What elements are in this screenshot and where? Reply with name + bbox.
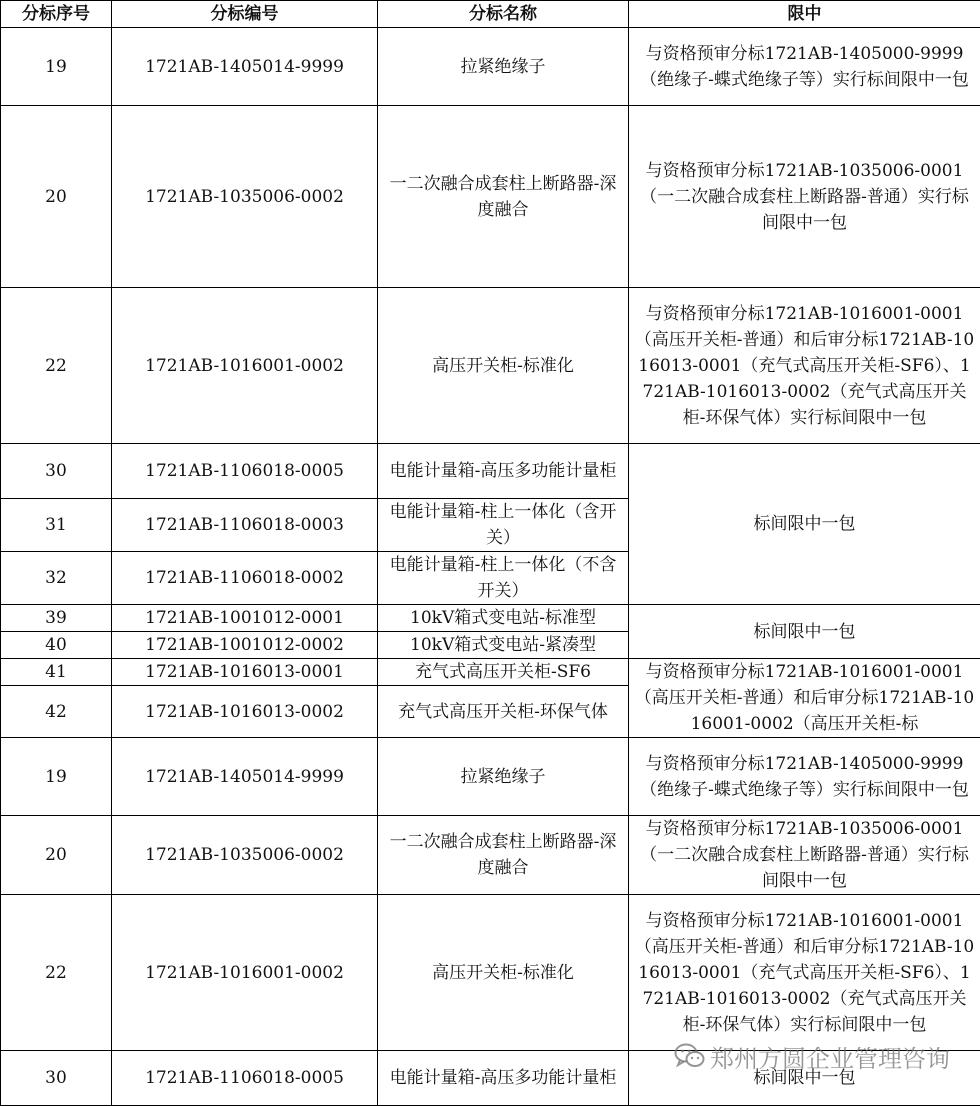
cell-code: 1721AB-1106018-0003 [112,499,378,552]
watermark [674,1040,950,1072]
cell-name: 10kV箱式变电站-紧凑型 [378,632,629,659]
header-name: 分标名称 [378,1,629,28]
cell-code: 1721AB-1001012-0002 [112,632,378,659]
table-row [1,444,980,499]
cell-name: 电能计量箱-高压多功能计量柜 [378,444,629,499]
wechat-icon [674,1041,706,1071]
cell-name: 10kV箱式变电站-标准型 [378,605,629,632]
watermark-text: 郑州方圆企业管理咨询 [710,1039,950,1074]
header-code: 分标编号 [112,1,378,28]
cell-no: 20 [1,816,112,895]
cell-code: 1721AB-1016001-0002 [112,895,378,1051]
cell-limit: 与资格预审分标1721AB-1016001-0001（高压开关柜-普通）和后审分标1721AB-1016001-0002（高压开关柜-标 [629,659,980,738]
cell-name: 电能计量箱-高压多功能计量柜 [378,1051,629,1106]
cell-limit: 与资格预审分标1721AB-1035006-0001（一二次融合成套柱上断路器-普通）实行标间限中一包 [629,106,980,288]
cell-limit: 与资格预审分标1721AB-1016001-0001（高压开关柜-普通）和后审分标1721AB-1016013-0001（充气式高压开关柜-SF6）、1721AB-1016013-0002（充气式高压开关柜-环保气体）实行标间限中一包 [629,288,980,444]
table-row [1,895,980,1051]
cell-limit: 标间限中一包 [629,605,980,659]
cell-code: 1721AB-1016001-0002 [112,288,378,444]
cell-name: 充气式高压开关柜-SF6 [378,659,629,686]
cell-no: 41 [1,659,112,686]
cell-limit: 与资格预审分标1721AB-1405000-9999（绝缘子-蝶式绝缘子等）实行标间限中一包 [629,738,980,816]
cell-name: 电能计量箱-柱上一体化（含开关） [378,499,629,552]
cell-name: 拉紧绝缘子 [378,28,629,106]
cell-limit: 与资格预审分标1721AB-1035006-0001（一二次融合成套柱上断路器-普通）实行标间限中一包 [629,816,980,895]
cell-code: 1721AB-1001012-0001 [112,605,378,632]
cell-no: 19 [1,28,112,106]
cell-limit: 与资格预审分标1721AB-1405000-9999（绝缘子-蝶式绝缘子等）实行标间限中一包 [629,28,980,106]
cell-code: 1721AB-1405014-9999 [112,738,378,816]
cell-code: 1721AB-1405014-9999 [112,28,378,106]
header-limit: 限中 [629,1,980,28]
cell-code: 1721AB-1035006-0002 [112,816,378,895]
header-row [1,1,980,28]
cell-no: 22 [1,895,112,1051]
table-row [1,106,980,288]
table-row [1,816,980,895]
cell-limit: 与资格预审分标1721AB-1016001-0001（高压开关柜-普通）和后审分标1721AB-1016013-0001（充气式高压开关柜-SF6）、1721AB-1016013-0002（充气式高压开关柜-环保气体）实行标间限中一包 [629,895,980,1051]
cell-no: 19 [1,738,112,816]
cell-limit: 标间限中一包 [629,1051,980,1106]
cell-code: 1721AB-1016013-0001 [112,659,378,686]
cell-code: 1721AB-1106018-0005 [112,444,378,499]
cell-name: 高压开关柜-标准化 [378,288,629,444]
cell-code: 1721AB-1106018-0005 [112,1051,378,1106]
cell-name: 一二次融合成套柱上断路器-深度融合 [378,106,629,288]
table-row [1,288,980,444]
cell-no: 40 [1,632,112,659]
table-row [1,738,980,816]
cell-name: 一二次融合成套柱上断路器-深度融合 [378,816,629,895]
cell-name: 高压开关柜-标准化 [378,895,629,1051]
header-no: 分标序号 [1,1,112,28]
table-row [1,28,980,106]
cell-no: 32 [1,552,112,605]
cell-limit: 标间限中一包 [629,444,980,605]
cell-no: 30 [1,444,112,499]
cell-code: 1721AB-1016013-0002 [112,686,378,738]
cell-no: 31 [1,499,112,552]
table-row [1,659,980,686]
cell-no: 22 [1,288,112,444]
cell-name: 电能计量箱-柱上一体化（不含开关） [378,552,629,605]
cell-no: 30 [1,1051,112,1106]
cell-no: 20 [1,106,112,288]
cell-code: 1721AB-1035006-0002 [112,106,378,288]
cell-code: 1721AB-1106018-0002 [112,552,378,605]
cell-name: 充气式高压开关柜-环保气体 [378,686,629,738]
table-row [1,605,980,632]
cell-no: 42 [1,686,112,738]
cell-name: 拉紧绝缘子 [378,738,629,816]
cell-no: 39 [1,605,112,632]
